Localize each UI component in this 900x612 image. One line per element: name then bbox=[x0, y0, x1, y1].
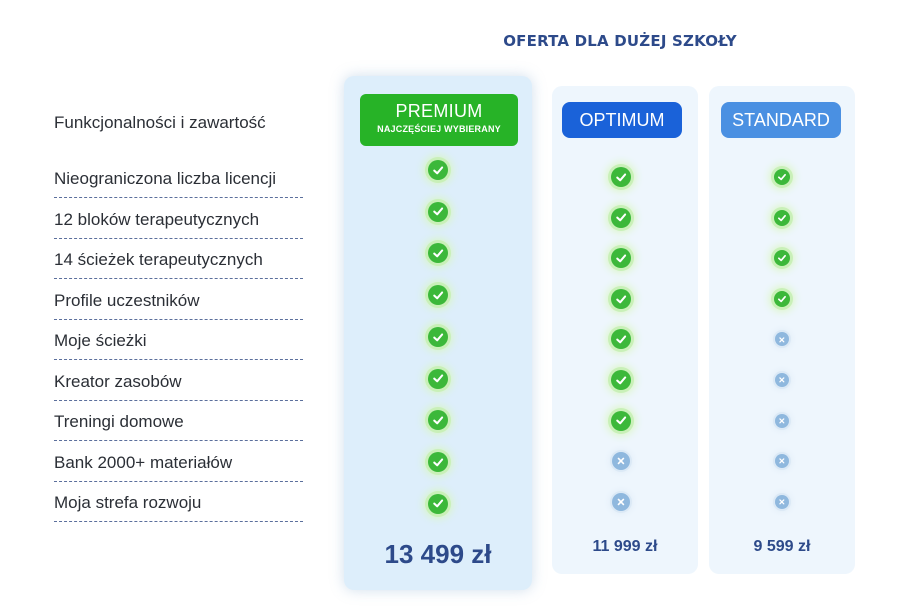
cross-icon bbox=[775, 495, 789, 509]
premium-price: 13 499 zł bbox=[384, 539, 492, 569]
feature-label: Profile uczestników bbox=[54, 290, 200, 310]
plan-card-premium[interactable] bbox=[344, 76, 532, 590]
feature-row bbox=[54, 199, 303, 239]
plan-card-optimum[interactable] bbox=[552, 86, 698, 574]
premium-badge[interactable] bbox=[360, 94, 518, 146]
offer-heading: OFERTA DLA DUŻEJ SZKOŁY bbox=[503, 32, 737, 50]
optimum-badge[interactable]: OPTIMUM bbox=[562, 102, 682, 138]
standard-badge[interactable]: STANDARD bbox=[721, 102, 841, 138]
check-icon bbox=[428, 410, 448, 430]
feature-row bbox=[54, 280, 303, 320]
feature-row bbox=[54, 239, 303, 279]
feature-row bbox=[54, 361, 303, 401]
check-icon bbox=[428, 452, 448, 472]
cross-icon bbox=[775, 414, 789, 428]
feature-row bbox=[54, 320, 303, 360]
cross-icon bbox=[612, 452, 630, 470]
cross-icon bbox=[775, 332, 789, 346]
check-icon bbox=[428, 243, 448, 263]
cross-icon bbox=[775, 454, 789, 468]
features-title: Funkcjonalności i zawartość bbox=[54, 113, 266, 132]
feature-row bbox=[54, 158, 303, 198]
feature-label: 14 ścieżek terapeutycznych bbox=[54, 250, 263, 269]
check-icon bbox=[428, 369, 448, 389]
check-icon bbox=[611, 289, 631, 309]
cross-icon bbox=[775, 373, 789, 387]
check-icon bbox=[774, 169, 790, 185]
optimum-price: 11 999 zł bbox=[592, 538, 658, 555]
check-icon bbox=[611, 248, 631, 268]
feature-label: Kreator zasobów bbox=[54, 371, 182, 391]
premium-tagline: NAJCZĘŚCIEJ WYBIERANY bbox=[377, 124, 501, 134]
cross-icon bbox=[612, 493, 630, 511]
feature-label: Nieograniczona liczba licencji bbox=[54, 169, 277, 188]
feature-label: Moje ścieżki bbox=[54, 331, 147, 350]
check-icon bbox=[774, 210, 790, 226]
check-icon bbox=[611, 370, 631, 390]
feature-label: Moja strefa rozwoju bbox=[54, 493, 202, 512]
check-icon bbox=[774, 291, 790, 307]
standard-price: 9 599 zł bbox=[753, 538, 811, 555]
feature-row bbox=[54, 442, 303, 482]
check-icon bbox=[428, 160, 448, 180]
premium-name: PREMIUM bbox=[395, 101, 483, 121]
check-icon bbox=[774, 250, 790, 266]
plan-card-standard[interactable] bbox=[709, 86, 855, 574]
feature-row bbox=[54, 482, 303, 522]
check-icon bbox=[428, 202, 448, 222]
check-icon bbox=[611, 208, 631, 228]
check-icon bbox=[611, 411, 631, 431]
check-icon bbox=[428, 285, 448, 305]
feature-label: 12 bloków terapeutycznych bbox=[54, 209, 260, 229]
check-icon bbox=[428, 494, 448, 514]
check-icon bbox=[611, 329, 631, 349]
check-icon bbox=[428, 327, 448, 347]
check-icon bbox=[611, 167, 631, 187]
feature-label: Treningi domowe bbox=[54, 412, 184, 431]
feature-label: Bank 2000+ materiałów bbox=[54, 452, 233, 472]
feature-row bbox=[54, 401, 303, 441]
